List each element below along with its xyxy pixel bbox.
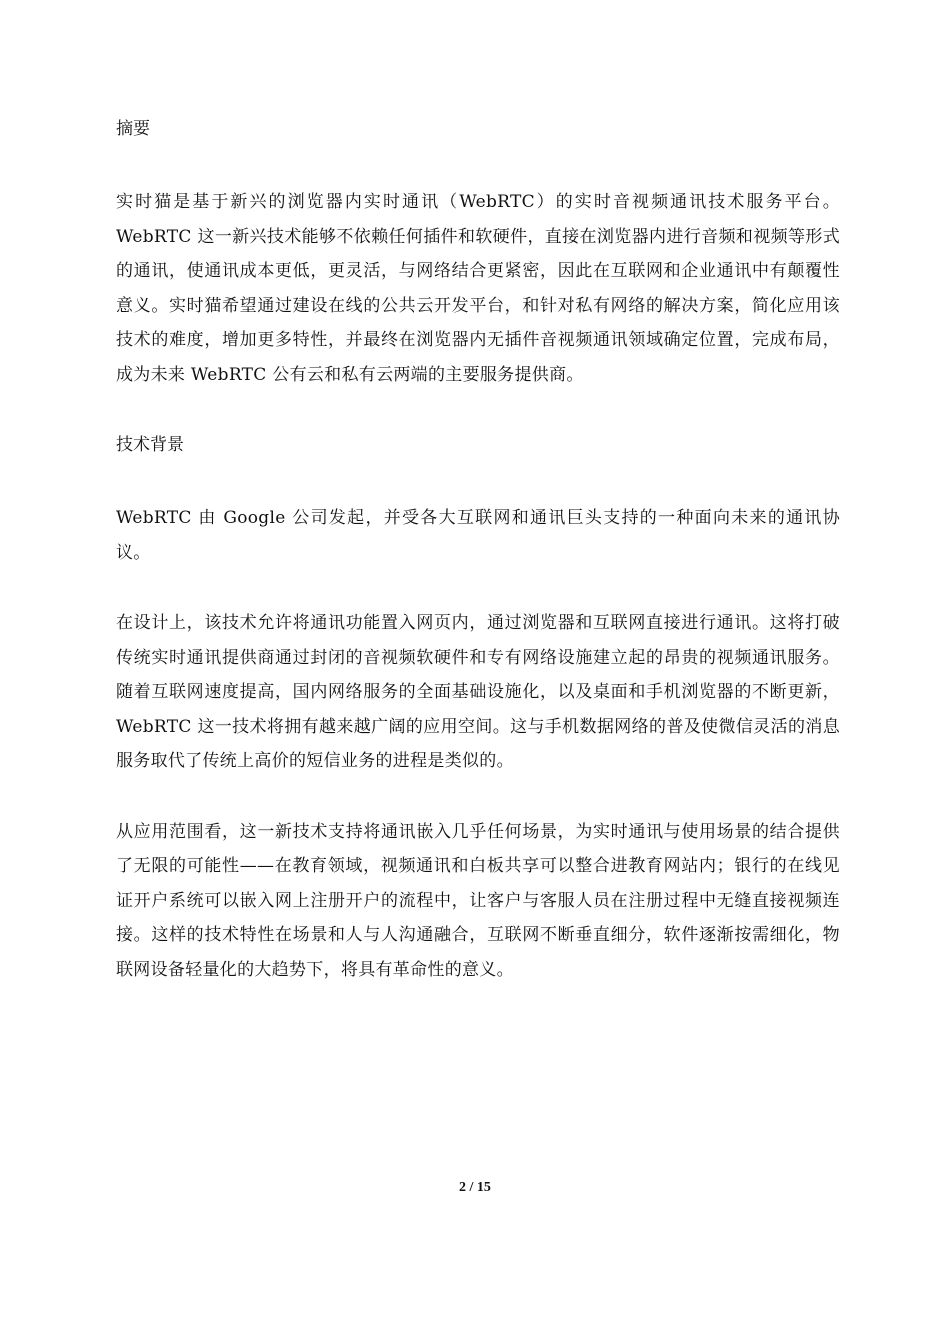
section-heading-tech-background: 技术背景 [116,435,184,455]
tech-background-paragraph-1: WebRTC 由 Google 公司发起，并受各大互联网和通讯巨头支持的一种面向未来的通讯协议。 [116,508,840,563]
abstract-paragraph: 实时猫是基于新兴的浏览器内实时通讯（WebRTC）的实时音视频通讯技术服务平台。WebRTC 这一新兴技术能够不依赖任何插件和软硬件，直接在浏览器内进行音频和视频等形式的通讯，使通讯成本更低，更灵活，与网络结合更紧密，因此在互联网和企业通讯中有颠覆性意义。实时猫希望通过建设在线的公共云开发平台，和针对私有网络的解决方案，简化应用该技术的难度，增加更多特性，并最终在浏览器内无插件音视频通讯领域确定位置，完成布局，成为未来 WebRTC 公有云和私有云两端的主要服务提供商。 [116,192,840,385]
tech-background-paragraph-2: 在设计上，该技术允许将通讯功能置入网页内，通过浏览器和互联网直接进行通讯。这将打破传统实时通讯提供商通过封闭的音视频软硬件和专有网络设施建立起的昂贵的视频通讯服务。随着互联网速度提高，国内网络服务的全面基础设施化，以及桌面和手机浏览器的不断更新，WebRTC 这一技术将拥有越来越广阔的应用空间。这与手机数据网络的普及使微信灵活的消息服务取代了传统上高价的短信业务的进程是类似的。 [116,613,840,771]
page-number: 2 / 15 [459,1180,491,1195]
page-content [116,112,840,1023]
tech-background-paragraph-3: 从应用范围看，这一新技术支持将通讯嵌入几乎任何场景，为实时通讯与使用场景的结合提供了无限的可能性——在教育领域，视频通讯和白板共享可以整合进教育网站内；银行的在线见证开户系统可以嵌入网上注册开户的流程中，让客户与客服人员在注册过程中无缝直接视频连接。这样的技术特性在场景和人与人沟通融合，互联网不断垂直细分，软件逐渐按需细化，物联网设备轻量化的大趋势下，将具有革命性的意义。 [116,821,840,980]
section-heading-abstract: 摘要 [116,119,150,139]
